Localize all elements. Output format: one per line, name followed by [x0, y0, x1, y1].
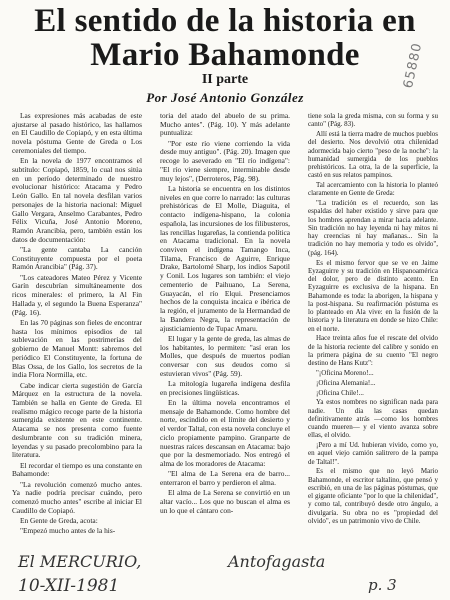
paragraph: El recordar el tiempo es una constante en Bahamonde: — [12, 460, 142, 479]
paragraph: "La revolución comenzó mucho antes. Ya nadie podría precisar cuándo, pero comenzó mucho antes" escribe al iniciar El Caudillo de Copiapó. — [12, 479, 142, 515]
article-column-1 — [12, 112, 142, 538]
paragraph: "El alma de La Serena era de barro... enterraron el barro y perdieron el alma. — [160, 469, 290, 488]
paragraph: Allí está la tierra madre de muchos pueblos del desierto. Nos devolvió otra chilenidad adormecida bajo cierto "peso de la noche": la humanidad sumergida de los pueblos prehistóricos. La otra, la de la superficie, la castó en sus relatos pampinos. — [308, 130, 438, 180]
paragraph: ¡Oficina Alemania!... — [316, 378, 376, 387]
paragraph: "La tradición es el recuerdo, son las espaldas del haber existido y sirve para que los hombres aprendan a mirar hacia adelante. Sin tradición no hay leyenda ni hay mitos ni hay creencias ni hay mañanas... Sin la tradición no hay memoria y todo es olvido", (pág. 164). — [308, 199, 438, 257]
handwritten-source-note — [18, 548, 440, 600]
source-date: 10-XII-1981 — [18, 576, 120, 596]
paragraph: "¡Oficina Moreno!... — [316, 368, 374, 377]
source-page: p. 3 — [368, 576, 397, 594]
paragraph: Las expresiones más acabadas de este ajustarse al pasado histórico, las hallamos en El Caudillo de Copiapó, y en esta última novela póstuma Gente de Greda o Los ceremoniales del tiempo. — [12, 111, 142, 155]
page-title-line1: El sentido de la historia en — [34, 3, 416, 39]
source-name: El MERCURIO, — [18, 552, 142, 571]
paragraph: Tal acercamiento con la historia lo planteó claramente en Gente de Greda: — [308, 181, 438, 198]
paragraph: En Gente de Greda, acota: — [20, 516, 98, 526]
page-title-line2: Mario Bahamonde — [90, 37, 360, 73]
paragraph: tiene sola la greda misma, con su forma y su canto" (Pág. 83). — [308, 112, 438, 129]
paragraph: La mitología lugareña indígena desfila en precisiones lingüísticas. — [160, 379, 290, 397]
paragraph: Es el mismo fervor que se ve en Jaime Eyzaguirre y su tradición en Hispanoamérica del dolor, pero de distinto acento. En Eyzaguirre es exclusiva de la hispana. En Bahamonde es toda: la aborigen, la hispana y la post-hispana. Su reafirmación póstuma es lo planteado en Ala vive: en la fusión de la historia y la literatura en donde se hizo Chile: en el norte. — [308, 258, 438, 333]
paragraph: Cabe indicar cierta sugestión de García Márquez en la estructura de la novela. También se halla en Gente de Greda. El realismo mágico recoge parte de la historia sumergida existente en este continente. Atacama se nos presenta como fuente deslumbrante con su tradición minera, leyendas y su pasado precolombino para la literatura. — [12, 380, 142, 460]
paragraph: El alma de La Serena se convirtió en un altar vacío... Los que no buscan el alma es un lo que el cántaro con- — [160, 488, 290, 515]
paragraph: En las 70 páginas son fieles de encontrar hasta los mínimos episodios de tal sublevación en las postrimerías del gobierno de Manuel Montt: sabremos del periódico El Constituyente, la fortuna de Blas Ossa, de los Gallo, los secretos de la india Flora Normilla, etc. — [12, 317, 142, 380]
part-label: II parte — [201, 72, 249, 87]
paragraph: El lugar y la gente de greda, las almas de los habitantes, lo permiten: "así eran los Molles, que después de muertos podían conversar con sus deudos como si estuvieran vivos" (Pág. 59). — [160, 333, 290, 378]
paragraph: ¡Pero a mí Ud. hubieran vivido, como yo, en aquel viejo camión salitrero de la pampa de Taltal!". — [308, 441, 438, 466]
paragraph: "La gente cantaba La canción Constituyente compuesta por el poeta Ramón Arancibia" (Pág. 37). — [12, 245, 142, 272]
archive-stamp: 65880 — [400, 41, 425, 90]
paragraph: Es el mismo que no leyó Mario Bahamonde, el escritor taltalino, que pensó y escribió, en una de las páginas póstumas, que el gigante oficiante "por lo que la chilenidad", y como tal, contribuyó desde otro ángulo, a divulgaría. Su obra no es "propiedad del olvido", es un patrimonio vivo de Chile. — [308, 467, 438, 525]
paragraph: Ya estos nombres no significan nada para nadie. Un día las casas quedan definitivamente atrás —como los hombres cuando mueren— y el viento avanza sobre ellas, el olvido. — [308, 398, 438, 440]
source-city: Antofagasta — [228, 552, 326, 571]
article-column-2 — [160, 112, 290, 517]
paragraph: "Por este río viene corriendo la vida desde muy antiguo". (Pág. 20). Imagen que recoge lo aseverado en "El río indígena": "El río viene siempre, interminable desde muy lejos", (Derroteros, Pág. 98). — [160, 138, 290, 183]
paragraph: toria del atado del abuelo de su prima. Mucho antes". (Pág. 10). Y más adelante puntualiza: — [160, 111, 290, 138]
byline: Por José Antonio González — [146, 90, 304, 105]
article-column-3 — [308, 112, 438, 527]
paragraph: "Empezó mucho antes de la his- — [20, 526, 116, 536]
paragraph: La historia se encuentra en los distintos niveles en que corre lo narrado: las culturas prehistóricas de El Molle, Diaguita, el contacto indígena-hispano, la colonia española, las incursiones de los filibusteros, las rencillas lugareñas, la contienda política en Atacama tradicional. En la novela conviven el indígena Tamango Inca, Tilama, Francisco de Aguirre, Enrique Drake, Bartolomé Sharp, los indios Sapotil y Conil. Los lugares son también: el viejo cementerio de Paihuano, La Serena, Guayacán, el río Elqui. Presenciamos hechos de la conquista incaica e ibérica de la región, el juramento de la Hermandad de la Bandera Negra, la representación de ajusticiamiento de Tupac Amaru. — [160, 183, 290, 333]
paragraph: ¡Oficina Chile!... — [316, 388, 364, 397]
paragraph: En la última novela encontramos el mensaje de Bahamonde. Como hombre del norte, escindido en el límite del desierto y el verdor Taltal, con esta novela concluye el ciclo propiamente pampino. Granparte de nuestras raíces descansan en Atacama: bajo que por la desmemoriado. Nos entregó el alma de los moradores de Atacama: — [160, 398, 290, 469]
paragraph: En la novela de 1977 encontramos el subtítulo: Copiapó, 1859, lo cual nos sitúa en un período determinado de nuestro evolucionar histórico: Atacama y Pedro León Gallo. En tal novela desfilan varios personajes de la historia nacional: Miguel Gallo Vergara, Anselmo Carabantes, Pedro Félix Vicuña, José Antonio Moreno, Ramón Arancibia, pero, también están los datos de documentación: — [12, 156, 142, 244]
paragraph: "Los cateadores Mateo Pérez y Vicente Garín descubrían simultáneamente dos ricos minerales: el primero, la Al Fin Hallada y, el segundo la Buena Esperanza" (Pág. 16). — [12, 272, 142, 317]
paragraph: Hace treinta años fue el rescate del olvido de la historia reciente del calibre y sonido en la primera página de su cuento "El negro destino de Hans Kutz": — [308, 334, 438, 368]
